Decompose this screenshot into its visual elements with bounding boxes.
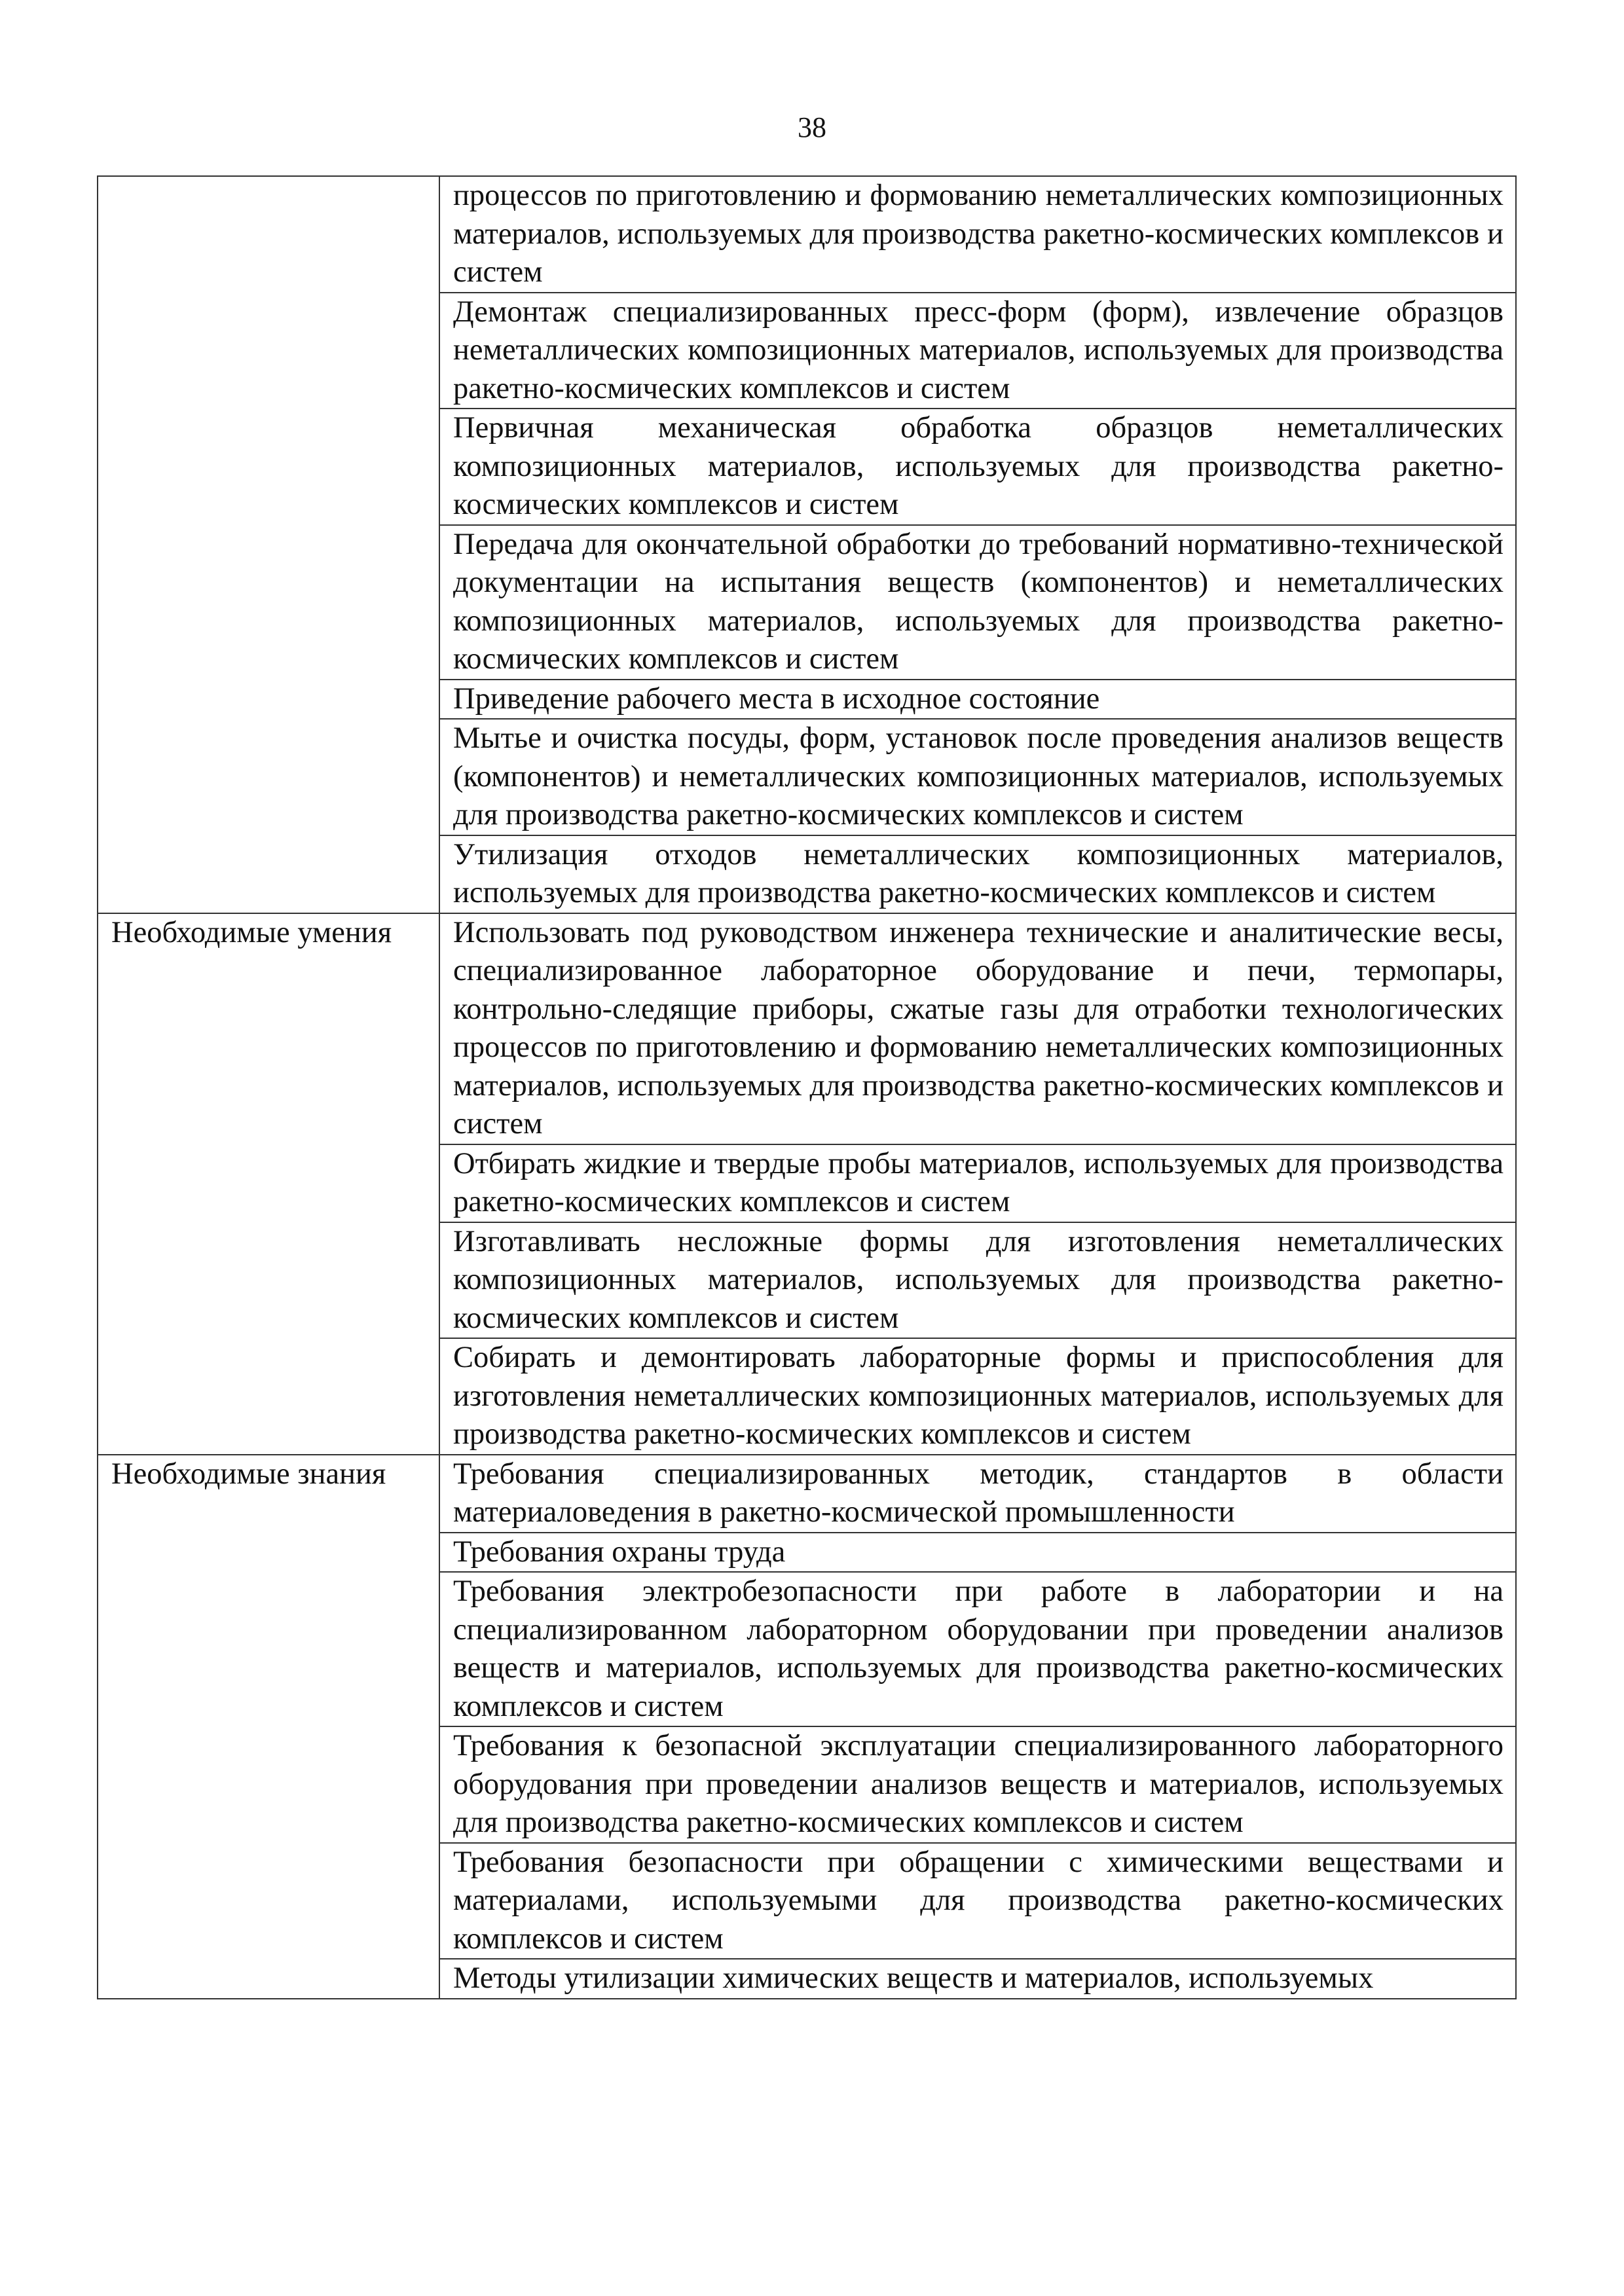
- labor-action-item: Приведение рабочего места в исходное состояние: [439, 680, 1516, 720]
- labor-action-item: процессов по приготовлению и формованию неметаллических композиционных материалов, используемых для производства ракетно-космических комплексов и систем: [439, 176, 1516, 293]
- skill-item: Отбирать жидкие и твердые пробы материалов, используемых для производства ракетно-космических комплексов и систем: [439, 1144, 1516, 1222]
- labor-action-item: Утилизация отходов неметаллических композиционных материалов, используемых для производства ракетно-космических комплексов и систем: [439, 835, 1516, 913]
- knowledge-label: Необходимые знания: [98, 1455, 439, 1999]
- table-row: [98, 913, 1516, 1144]
- knowledge-item: Требования безопасности при обращении с химическими веществами и материалами, используемыми для производства ракетно-космических комплексов и систем: [439, 1843, 1516, 1959]
- knowledge-item: Требования электробезопасности при работе в лаборатории и на специализированном лабораторном оборудовании при проведении анализов веществ и материалов, используемых для производства ракетно-космических комплексов и систем: [439, 1572, 1516, 1726]
- knowledge-item: Требования к безопасной эксплуатации специализированного лабораторного оборудования при проведении анализов веществ и материалов, используемых для производства ракетно-космических комплексов и систем: [439, 1726, 1516, 1843]
- labor-actions-label-cell: [98, 176, 439, 913]
- knowledge-item: Методы утилизации химических веществ и материалов, используемых: [439, 1959, 1516, 1999]
- labor-action-item: Первичная механическая обработка образцов неметаллических композиционных материалов, используемых для производства ракетно-космических комплексов и систем: [439, 409, 1516, 525]
- labor-action-item: Мытье и очистка посуды, форм, установок после проведения анализов веществ (компонентов) и неметаллических композиционных материалов, используемых для производства ракетно-космических комплексов и систем: [439, 719, 1516, 835]
- competency-table: [97, 175, 1517, 1999]
- page-number: 38: [798, 111, 826, 143]
- labor-action-item: Демонтаж специализированных пресс-форм (форм), извлечение образцов неметаллических композиционных материалов, используемых для производства ракетно-космических комплексов и систем: [439, 293, 1516, 409]
- labor-action-item: Передача для окончательной обработки до требований нормативно-технической документации на испытания веществ (компонентов) и неметаллических композиционных материалов, используемых для производства ракетно-космических комплексов и систем: [439, 525, 1516, 680]
- knowledge-item: Требования специализированных методик, стандартов в области материаловедения в ракетно-космической промышленности: [439, 1455, 1516, 1533]
- table-row: [98, 176, 1516, 293]
- skill-item: Собирать и демонтировать лабораторные формы и приспособления для изготовления неметаллических композиционных материалов, используемых для производства ракетно-космических комплексов и систем: [439, 1338, 1516, 1455]
- skills-label: Необходимые умения: [98, 913, 439, 1455]
- knowledge-item: Требования охраны труда: [439, 1533, 1516, 1573]
- skill-item: Использовать под руководством инженера технические и аналитические весы, специализированное лабораторное оборудование и печи, термопары, контрольно-следящие приборы, сжатые газы для отработки технологических процессов по приготовлению и формованию неметаллических композиционных материалов, используемых для производства ракетно-космических комплексов и систем: [439, 913, 1516, 1144]
- skill-item: Изготавливать несложные формы для изготовления неметаллических композиционных материалов, используемых для производства ракетно-космических комплексов и систем: [439, 1222, 1516, 1339]
- table-row: [98, 1455, 1516, 1533]
